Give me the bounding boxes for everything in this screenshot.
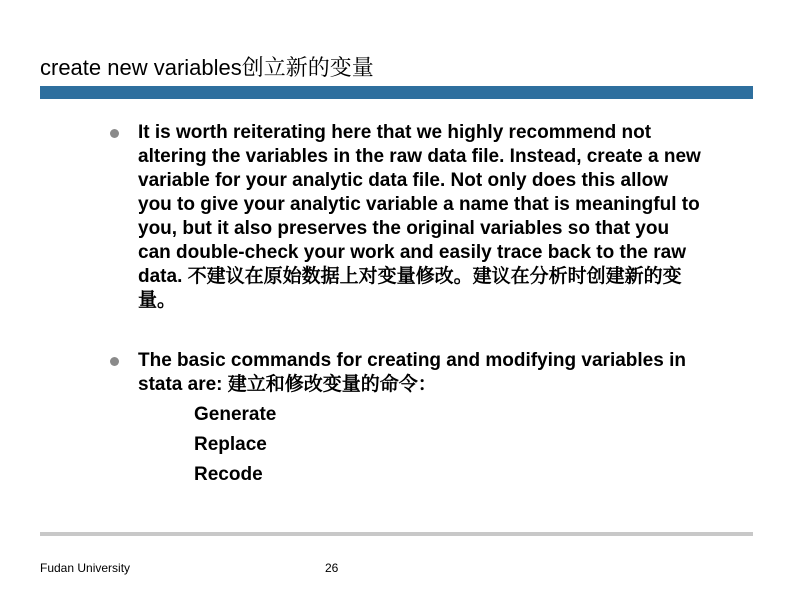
page-number: 26	[325, 561, 339, 575]
slide-title: create new variables创立新的变量	[40, 55, 374, 80]
title-underline-bar	[40, 86, 753, 99]
footer-organization: Fudan University	[40, 561, 131, 575]
bullet-text: It is worth reiterating here that we highly recommend not altering the variables in the raw data file. Instead, create a new variable for your analytic data file. Not only does this allow you to give your analytic variable a name that is meaningful to you, but it also preserves the original variables so that you can double-check your work and easily trace back to the raw data. 不建议在原始数据上对变量修改。建议在分析时创建新的变量。	[138, 122, 701, 311]
bullet-dot-icon	[110, 129, 119, 138]
command-generate: Generate	[194, 404, 277, 425]
command-recode: Recode	[194, 464, 263, 485]
bullet-text: The basic commands for creating and modifying variables in stata are: 建立和修改变量的命令：	[138, 350, 686, 395]
bullet-dot-icon	[110, 357, 119, 366]
command-replace: Replace	[194, 434, 267, 455]
footer-divider	[40, 532, 753, 536]
